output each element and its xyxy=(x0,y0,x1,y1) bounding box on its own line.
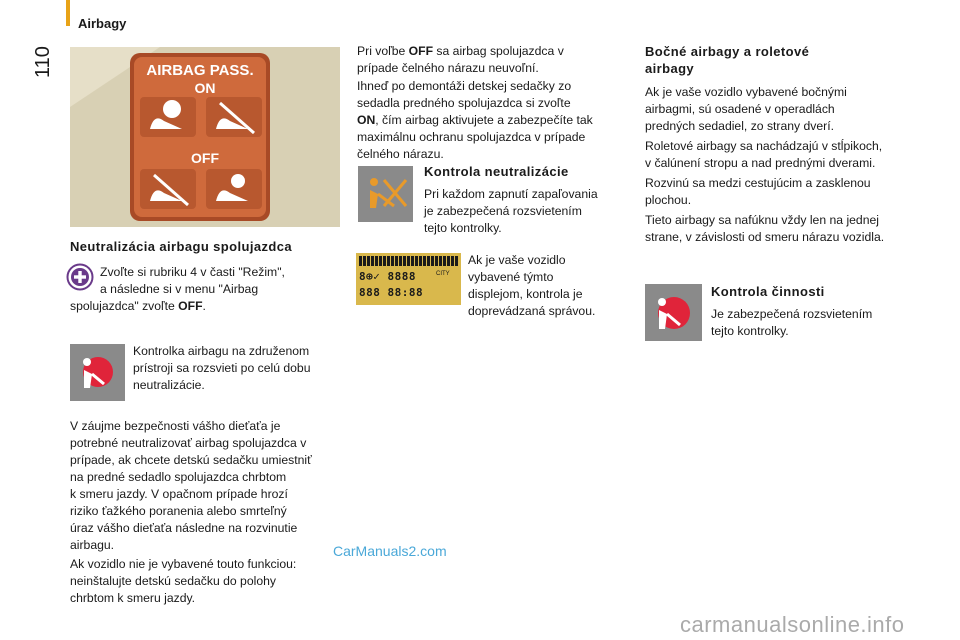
instruction-line xyxy=(70,298,340,315)
neutral-line: je zabezpečená rozsvietením xyxy=(424,204,582,218)
side-airbags-text xyxy=(645,84,930,246)
note-line: neinštalujte detskú sedačku do polohy xyxy=(70,574,276,588)
side-p1-line: Ak je vaše vozidlo vybavené bočnými xyxy=(645,85,847,99)
airbag-pass-panel-image xyxy=(70,47,340,227)
instruction-line: Zvoľte si rubriku 4 v časti "Režim", xyxy=(100,265,285,279)
off-bold: OFF xyxy=(408,44,434,58)
display-row1: 8⊕✓ 8888 xyxy=(359,270,416,283)
display-row2: 888 88:88 xyxy=(359,286,424,299)
neutralization-heading: Neutralizácia airbagu spolujazdca xyxy=(70,239,292,254)
sidebar-accent-bar xyxy=(66,0,70,26)
remove-line xyxy=(357,112,632,129)
neutral-check-heading: Kontrola neutralizácie xyxy=(424,164,569,179)
lamp-line: prístroji sa rozsvieti po celú dobu xyxy=(133,361,311,375)
remove-line: maximálnu ochranu spolujazdca v prípade xyxy=(357,130,586,144)
off-line: prípade čelného nárazu neuvoľní. xyxy=(357,61,539,75)
off-line xyxy=(357,43,627,60)
multifunction-display-icon xyxy=(356,253,461,305)
section-title: Airbagy xyxy=(78,16,127,31)
side-p1-line: airbagmi, sú osadené v operadlách xyxy=(645,102,835,116)
warning-line: riziko ťažkého poranenia alebo smrteľný xyxy=(70,504,287,518)
warning-line: úraz vášho dieťaťa následne na rozvinutie xyxy=(70,521,298,535)
check-line: tejto kontrolky. xyxy=(711,324,789,338)
remove-line: Ihneď po demontáži detskej sedačky zo xyxy=(357,79,572,93)
instruction-text-post: . xyxy=(202,299,206,313)
side-p3-line: Rozvinú sa medzi cestujúcim a zasklenou xyxy=(645,176,871,190)
function-check-heading: Kontrola činnosti xyxy=(711,284,825,299)
note-line: chrbtom k smeru jazdy. xyxy=(70,591,196,605)
side-airbags-heading-line: Bočné airbagy a roletové xyxy=(645,44,810,59)
warning-line: k smeru jazdy. V opačnom prípade hrozí xyxy=(70,487,288,501)
warning-line: airbagu. xyxy=(70,538,115,552)
side-p2-line: v čalúnení stropu a nad prednými dverami. xyxy=(645,156,876,170)
display-segment-row xyxy=(359,256,458,266)
lamp-line: neutralizácie. xyxy=(133,378,205,392)
instruction-line: a následne si v menu "Airbag xyxy=(100,282,259,296)
display-line: Ak je vaše vozidlo xyxy=(468,253,566,267)
remove-line: čelného nárazu. xyxy=(357,147,444,161)
display-line: vybavené týmto xyxy=(468,270,554,284)
airbag-function-lamp-icon xyxy=(645,284,702,341)
side-airbags-heading-line: airbagy xyxy=(645,61,695,76)
warning-line: potrebné neutralizovať airbag spolujazdca v xyxy=(70,436,307,450)
instruction-text xyxy=(70,264,340,315)
remove-on-bold: ON xyxy=(357,113,376,127)
side-p4-line: Tieto airbagy sa nafúknu vždy len na jednej xyxy=(645,213,879,227)
watermark-carmanuals2[interactable]: CarManuals2.com xyxy=(333,543,447,559)
lamp-line: Kontrolka airbagu na združenom xyxy=(133,344,310,358)
remove-text-post: , čím airbag aktivujete a zabezpečíte tak xyxy=(375,113,593,127)
warning-paragraph xyxy=(70,418,350,554)
panel-title-text: AIRBAG PASS. xyxy=(146,62,254,79)
panel-off-text: OFF xyxy=(191,150,219,166)
display-line: doprevádzaná správou. xyxy=(468,304,596,318)
warning-line: na predné sedadlo spolujazdca chrbtom xyxy=(70,470,287,484)
airbag-neutralized-lamp-icon xyxy=(358,166,413,222)
watermark-carmanualsonline[interactable]: carmanualsonline.info xyxy=(680,612,905,637)
off-text-pre: Pri voľbe xyxy=(357,44,409,58)
side-p3-line: plochou. xyxy=(645,193,692,207)
neutral-check-text xyxy=(424,186,634,237)
lamp-text xyxy=(133,343,343,394)
neutral-line: Pri každom zapnutí zapaľovania xyxy=(424,187,598,201)
function-check-text xyxy=(711,306,911,340)
note-paragraph xyxy=(70,556,350,607)
remove-paragraph xyxy=(357,78,632,163)
warning-line: prípade, ak chcete detskú sedačku umiestniť xyxy=(70,453,312,467)
page-number: 110 xyxy=(32,46,54,78)
side-airbags-heading xyxy=(645,43,895,77)
check-line: Je zabezpečená rozsvietením xyxy=(711,307,873,321)
display-line: displejom, kontrola je xyxy=(468,287,583,301)
side-p2-line: Roletové airbagy sa nachádzajú v stĺpikoch, xyxy=(645,139,883,153)
instruction-off-bold: OFF xyxy=(178,299,203,313)
remove-line: sedadla predného spolujazdca si zvoľte xyxy=(357,96,571,110)
instruction-text-pre: spolujazdca" zvoľte xyxy=(70,299,179,313)
warning-line: V záujme bezpečnosti vášho dieťaťa je xyxy=(70,419,281,433)
display-city: CITY xyxy=(436,271,450,277)
airbag-pass-panel-illustration xyxy=(70,47,340,227)
airbag-warning-lamp-icon xyxy=(70,344,125,401)
off-paragraph xyxy=(357,43,627,77)
neutral-line: tejto kontrolky. xyxy=(424,221,502,235)
side-p4-line: strane, v závislosti od smeru nárazu vozidla. xyxy=(645,230,885,244)
side-p1-line: predných sedadiel, zo strany dverí. xyxy=(645,119,835,133)
panel-on-text: ON xyxy=(194,80,216,96)
display-text xyxy=(468,252,628,320)
note-line: Ak vozidlo nie je vybavené touto funkciou: xyxy=(70,557,297,571)
off-text-post: sa airbag spolujazdca v xyxy=(433,44,564,58)
